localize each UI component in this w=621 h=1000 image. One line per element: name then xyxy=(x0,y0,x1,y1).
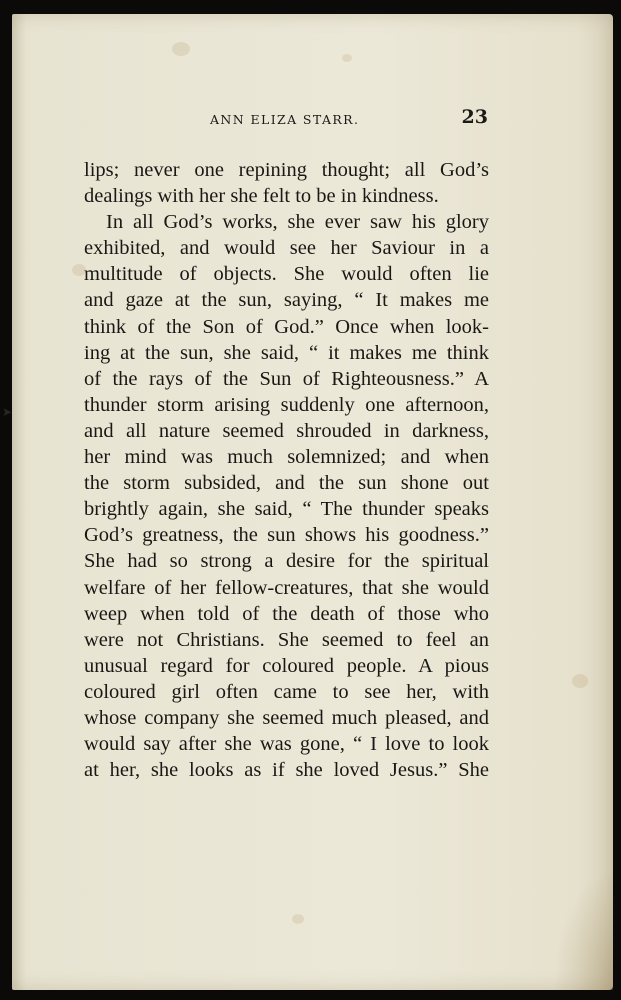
text-line: brightly again, she said, “ The thunder speaks xyxy=(84,498,489,521)
text-line: the storm subsided, and the sun shone out xyxy=(84,472,489,495)
text-line: unusual regard for coloured people. A pious xyxy=(84,654,489,677)
text-line: of the rays of the Sun of Righteousness.” A xyxy=(84,367,489,390)
text-line: and all nature seemed shrouded in darkness, xyxy=(84,419,489,442)
foxing-spot xyxy=(292,914,304,924)
page-number: 23 xyxy=(461,106,488,128)
body-text xyxy=(84,157,489,783)
text-line: God’s greatness, the sun shows his goodness.” xyxy=(84,524,489,547)
text-line: In all God’s works, she ever saw his glory xyxy=(106,211,489,234)
text-line: She had so strong a desire for the spiritual xyxy=(84,550,489,573)
foxing-spot xyxy=(572,674,588,688)
text-line: were not Christians. She seemed to feel an xyxy=(84,628,489,651)
foxing-spot xyxy=(342,54,352,62)
text-line: dealings with her she felt to be in kindness. xyxy=(84,185,439,208)
text-line: coloured girl often came to see her, with xyxy=(84,680,489,703)
running-title: ANN ELIZA STARR. xyxy=(210,112,360,127)
text-line: would say after she was gone, “ I love to look xyxy=(84,733,489,756)
text-line: think of the Son of God.” Once when look- xyxy=(84,315,489,338)
text-line: and gaze at the sun, saying, “ It makes me xyxy=(84,289,489,312)
text-line: ing at the sun, she said, “ it makes me think xyxy=(84,341,489,364)
text-line: welfare of her fellow-creatures, that she would xyxy=(84,576,489,599)
binding-thread-mark: ➤ xyxy=(2,405,13,419)
text-line: whose company she seemed much pleased, and xyxy=(84,706,489,729)
text-line: her mind was much solemnized; and when xyxy=(84,446,489,469)
text-line: lips; never one repining thought; all God’s xyxy=(84,159,489,181)
foxing-spot xyxy=(172,42,190,56)
text-line: weep when told of the death of those who xyxy=(84,602,489,625)
text-line: exhibited, and would see her Saviour in a xyxy=(84,237,489,260)
text-line: thunder storm arising suddenly one afternoon, xyxy=(84,393,489,416)
page-header xyxy=(110,104,490,134)
text-line: multitude of objects. She would often lie xyxy=(84,263,489,286)
text-line: at her, she looks as if she loved Jesus.” She xyxy=(84,759,489,782)
